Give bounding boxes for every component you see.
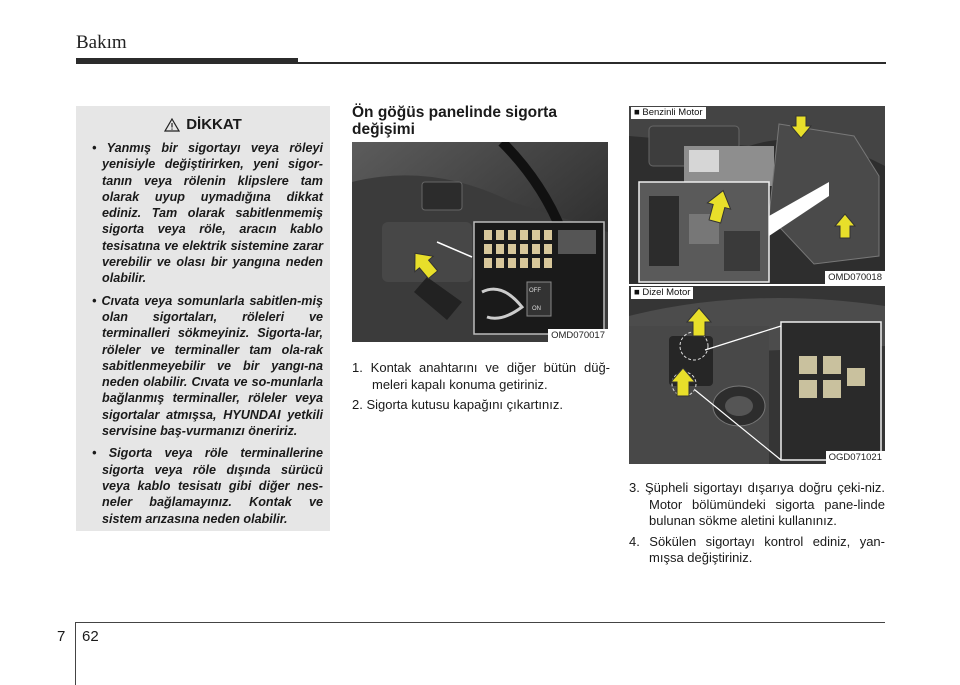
- caution-item: • Yanmış bir sigortayı veya röleyi yenisiyle değiştirirken, yeni sigor-tanın veya rölenin klipslere tam olarak uyup uymadığına dikkat ediniz. Tam olarak sabitlenmemiş sigorta veya röle, aracın kablo tesisatına ve elektrik sistemine zarar verebilir ve olası bir yangına neden olabilir.: [92, 141, 323, 286]
- photo-code: OMD070018: [825, 271, 885, 284]
- steps-list: [352, 360, 610, 418]
- caution-list: [86, 140, 323, 533]
- engine-fuse-photo-diesel: [629, 286, 885, 464]
- diesel-engine-illustration: [629, 286, 885, 464]
- photo-tag-gasoline: ■ Benzinli Motor: [631, 107, 706, 119]
- step-item: 2. Sigorta kutusu kapağını çıkartınız.: [352, 397, 564, 412]
- chapter-number: 7: [57, 628, 66, 645]
- photo-tag-diesel: ■ Dizel Motor: [631, 287, 693, 299]
- caution-box: [76, 106, 330, 531]
- step-item: 1. Kontak anahtarını ve diğer bütün düğ-meleri kapalı konuma getiriniz.: [352, 360, 610, 392]
- section-title: Ön göğüs panelinde sigorta değişimi: [352, 104, 557, 138]
- footer-rule: [75, 622, 885, 623]
- page-header-title: Bakım: [76, 32, 127, 53]
- caution-item: • Cıvata veya somunlarla sabitlen-miş olan sigortaları, röleleri ve terminalleri sökmeyiniz. Sigorta-lar, röleler ve terminaller tam ola-rak sabitlenmeyebilir ve bir yangı-na neden olabilir. Cıvata ve so-munlarla bağlanmış terminaller, röleler veya sigortalar atmışsa, HYUNDAI yetkili servisine baş-vurmanızı öneririz.: [92, 293, 323, 439]
- header-bar: [76, 58, 298, 64]
- step-item: 3. Şüpheli sigortayı dışarıya doğru çeki-niz. Motor bölümündeki sigorta pane-linde bulunan sökme aletini kullanınız.: [629, 480, 885, 528]
- caution-heading: [86, 116, 320, 133]
- warning-triangle-icon: [164, 118, 180, 132]
- caution-item: • Sigorta veya röle terminallerine sigorta veya röle dışında sürücü veya kablo tesisatı gibi diğer nes-neler bağlamayınız. Kontak ve sistem arızasına neden olabilir.: [92, 446, 323, 526]
- steps-list-continued: [629, 480, 885, 571]
- header-rule: [298, 62, 886, 64]
- page-number: 62: [82, 628, 99, 645]
- switch-off-label: OFF: [529, 288, 541, 294]
- dashboard-fuse-photo: [352, 142, 608, 342]
- switch-on-label: ON: [532, 306, 541, 312]
- step-item: 4. Sökülen sigortayı kontrol ediniz, yan-mışsa değiştiriniz.: [629, 533, 885, 565]
- dashboard-illustration: [352, 142, 608, 342]
- photo-code: OGD071021: [826, 451, 885, 464]
- photo-code: OMD070017: [548, 329, 608, 342]
- engine-fuse-photo-gasoline: [629, 106, 885, 284]
- caution-title: DİKKAT: [186, 116, 242, 133]
- gasoline-engine-illustration: [629, 106, 885, 284]
- footer-divider: [75, 622, 76, 685]
